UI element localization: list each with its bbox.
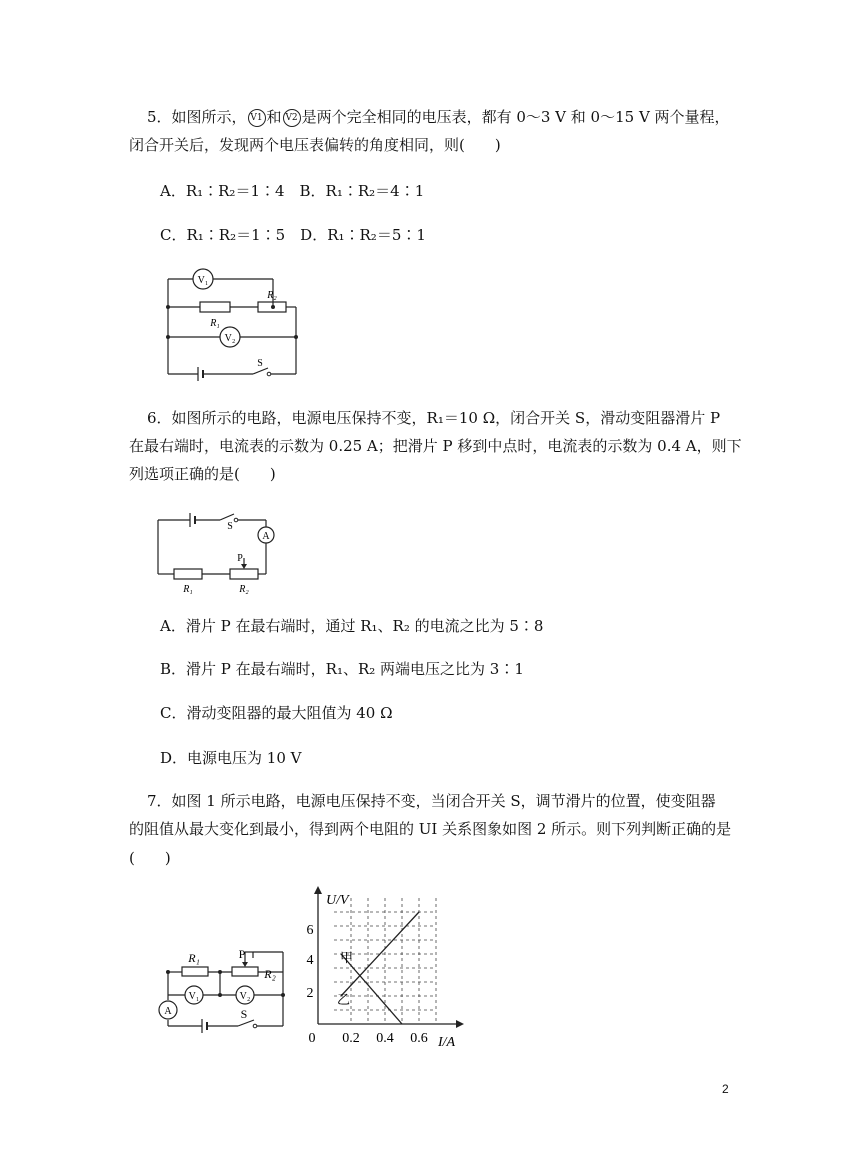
q5-fig-s: S [257,358,263,369]
q5-text-mid: 和 [266,108,282,126]
q6-line-3: 列选项正确的是( ) [129,465,276,483]
q7-fig2-xtick-0.6: 0.6 [410,1031,428,1046]
q7-fig2-line-jia: 甲 [340,950,354,965]
q7-fig1-v1: V₁ [188,991,200,1002]
q6-fig-a: A [262,531,270,542]
q5-circuit-diagram [158,264,303,384]
q6-fig-p: P [237,553,243,564]
page-number: 2 [722,1082,729,1096]
voltmeter-v2-icon: V2 [283,109,301,127]
q7-fig2-xtick-0.4: 0.4 [376,1031,394,1046]
q5-fig-v2: V₂ [224,333,236,344]
q6-line-1: 6．如图所示的电路，电源电压保持不变，R₁＝10 Ω，闭合开关 S，滑动变阻器滑片 P [147,409,721,427]
q7-line-1: 7．如图 1 所示电路，电源电压保持不变，当闭合开关 S，调节滑片的位置，使变阻器 [147,792,716,810]
q5-text-b: 是两个完全相同的电压表，都有 0～3 V 和 0～15 V 两个量程， [301,108,730,126]
q5-fig-v1: V₁ [197,275,209,286]
q7-fig1-v2: V₂ [239,991,251,1002]
q6-fig-r2: R₂ [239,584,249,595]
q7-fig2-xlabel: I/A [438,1035,456,1050]
q6-option-a: A．滑片 P 在最右端时，通过 R₁、R₂ 的电流之比为 5∶8 [160,617,544,635]
q7-fig1-r1: R₁ [188,951,200,965]
q7-fig2-xtick-0: 0 [308,1031,316,1046]
q6-option-b: B．滑片 P 在最右端时，R₁、R₂ 两端电压之比为 3∶1 [160,660,524,678]
q7-fig1-r2: R₂ [264,967,276,981]
q6-option-c: C．滑动变阻器的最大阻值为 40 Ω [160,704,393,722]
q7-figure-2-ui-graph [298,884,468,1054]
q7-fig1-s: S [240,1007,248,1021]
q5-line-2: 闭合开关后，发现两个电压表偏转的角度相同，则( ) [129,136,501,154]
q6-line-2: 在最右端时，电流表的示数为 0.25 A；把滑片 P 移到中点时，电流表的示数为 0.4 A，则下 [129,437,742,455]
q7-fig1-a: A [164,1006,172,1017]
q5-fig-r2: R₂ [267,290,277,301]
q5-fig-r1: R₁ [210,318,220,329]
q7-line-2: 的阻值从最大变化到最小，得到两个电阻的 UI 关系图象如图 2 所示。则下列判断正确的是 [129,820,732,838]
q6-fig-s: S [227,521,233,532]
q5-option-ab: A．R₁∶R₂＝1∶4 B．R₁∶R₂＝4∶1 [160,182,425,200]
q7-fig2-ylabel: U/V [326,893,349,908]
q7-fig2-ytick-2: 2 [306,986,314,1001]
q7-fig2-xtick-0.2: 0.2 [342,1031,360,1046]
q7-fig2-ytick-4: 4 [306,953,314,968]
voltmeter-v1-icon: V1 [248,109,266,127]
q7-line-3: ( ) [129,849,171,867]
q7-figure-1-circuit [158,940,293,1040]
q5-option-cd: C．R₁∶R₂＝1∶5 D．R₁∶R₂＝5∶1 [160,226,426,244]
q7-fig1-p: P [238,947,246,961]
q7-fig2-ytick-6: 6 [306,923,314,938]
q5-text-a: 5．如图所示， [147,108,247,126]
q5-line-1 [147,107,730,127]
q6-option-d: D．电源电压为 10 V [160,749,302,767]
q7-fig2-line-yi: 乙 [337,992,351,1007]
q6-fig-r1: R₁ [183,584,193,595]
q6-circuit-diagram [152,508,282,598]
